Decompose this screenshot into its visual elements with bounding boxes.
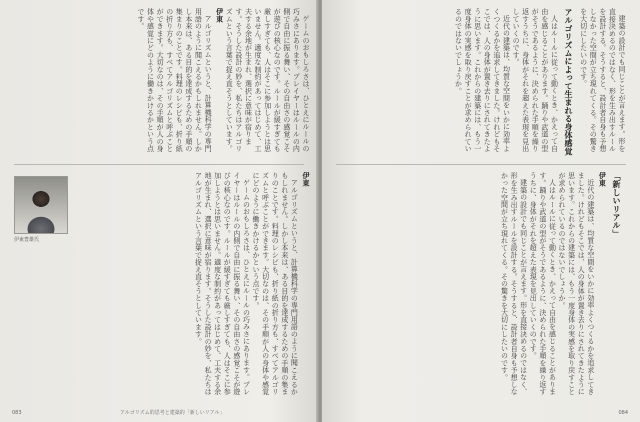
left-divider bbox=[14, 164, 304, 165]
right-page bbox=[322, 0, 640, 422]
left-page bbox=[0, 0, 318, 422]
left-upper-paragraph: ゲームのおもしろさは、ひとえにルールの巧みさにあります。プレイヤーはルールの内側で自由に振る舞い、その自由さの感覚こそが遊びの核心なのです。ルールが緩すぎても厳しすぎても、人はそこに参加しようとは思いません。適度な制約があってはじめて、工夫する余地が生まれ、選択に意味が宿ります。そうした設計の妙を、私たちはアルゴリズムという言葉で捉え直そうとしています。 bbox=[225, 8, 310, 152]
speaker-label: 伊東 bbox=[302, 172, 310, 187]
left-lower-text-column bbox=[90, 172, 310, 397]
left-lower-paragraph: アルゴリズムというと、計算機科学の専門用語のように聞こえるかもしれません。しかし本来は、ある目的を達成するための手順の集まりのことです。料理のレシピも、折り紙の折り方も、すべてアルゴリズムと呼ぶことができます。大切なのは、その手順が人の身体や感覚にどのように働きかけるかという点です。 bbox=[252, 172, 299, 396]
right-upper-paragraph-2: 近代の建築は、均質な空間をいかに効率よくつくるかを追求してきました。けれどもそこでは、人の身体が置き去りにされてきたように思います。これからの建築には、もう一度身体の実感を取り戻すことが求められているのではないでしょうか。 bbox=[454, 8, 511, 152]
page-number: 083 bbox=[12, 410, 22, 416]
right-upper-text-column bbox=[340, 8, 626, 158]
page-number: 084 bbox=[618, 410, 628, 416]
left-upper-text-column bbox=[18, 8, 310, 158]
section-heading: アルゴリズムによって生まれる身体感覚 bbox=[564, 8, 574, 156]
right-divider bbox=[336, 164, 626, 165]
right-upper-paragraph: 建築の設計でも同じことが言えます。形を直接決めるのではなく、形を生み出すルールを設計する。そうすると、設計者自身も予想しなかった空間が立ち現れてくる。その驚きを大切にしたいのです。 bbox=[579, 8, 626, 152]
right-lower-paragraph: 近代の建築は、均質な空間をいかに効率よくつくるかを追求してきました。けれどもそこでは、人の身体が置き去りにされてきたように思います。これからの建築には、もう一度身体の実感を取り戻すことが求められているのではないでしょうか。 bbox=[558, 172, 595, 396]
speaker-label: 伊東 bbox=[215, 8, 224, 23]
photo-caption: 伊東豊雄氏 bbox=[14, 237, 40, 243]
portrait-photo bbox=[14, 176, 68, 234]
right-lower-text-column bbox=[336, 172, 626, 397]
box-title: 「新しいリアル」 bbox=[612, 172, 621, 238]
right-section-paragraph: 人はルールに従って動くとき、かえって自由を感じることがあります。踊りや武道の型がそうであるように、決められた手順を繰り返すうちに、身体がそれを超えた表現を見出していくのです。 bbox=[512, 8, 559, 152]
speaker-label: 伊東 bbox=[598, 172, 607, 187]
left-upper-paragraph-2: アルゴリズムというと、計算機科学の専門用語のように聞こえるかもしれません。しかし本来は、ある目的を達成するための手順の集まりのことです。料理のレシピも、折り紙の折り方も、すべてアルゴリズムと呼ぶことができます。大切なのは、その手順が人の身体や感覚にどのように働きかけるかという点です。 bbox=[136, 8, 213, 152]
left-lower-paragraph-2: ゲームのおもしろさは、ひとえにルールの巧みさにあります。プレイヤーはルールの内側で自由に振る舞い、その自由さの感覚こそが遊びの核心なのです。ルールが緩すぎても厳しすぎても、人はそこに参加しようとは思いません。適度な制約があってはじめて、工夫する余地が生まれ、選択に意味が宿ります。そうした設計の妙を、私たちはアルゴリズムという言葉で捉え直そうとしています。 bbox=[194, 172, 251, 396]
running-head: アルゴリズム的思考と建築的「新しいリアル」 bbox=[120, 410, 225, 416]
right-lower-paragraph-2: 人はルールに従って動くとき、かえって自由を感じることがあります。踊りや武道の型がそうであるように、決められた手順を繰り返すうちに、身体がそれを超えた表現を見出していくのです。 bbox=[529, 172, 557, 396]
right-lower-paragraph-3: 建築の設計でも同じことが言えます。形を直接決めるのではなく、形を生み出すルールを設計する。そうすると、設計者自身も予想しなかった空間が立ち現れてくる。その驚きを大切にしたいのです。 bbox=[500, 172, 528, 396]
